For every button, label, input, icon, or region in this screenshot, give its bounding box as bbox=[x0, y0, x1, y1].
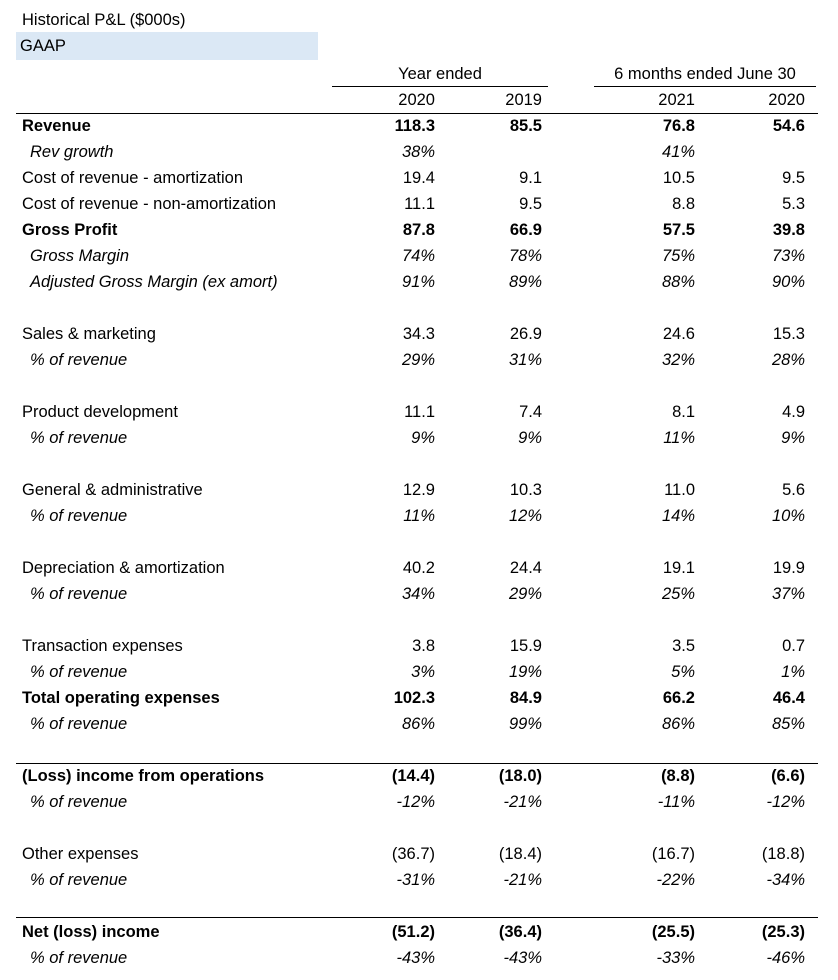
value-cell: 15.9 bbox=[509, 637, 542, 655]
value-cell: 19% bbox=[508, 663, 542, 681]
value-cell: 15.3 bbox=[772, 325, 805, 343]
value-cell: (18.4) bbox=[498, 845, 542, 863]
value-cell: 75% bbox=[661, 247, 695, 265]
value-cell: 74% bbox=[401, 247, 435, 265]
value-cell: 73% bbox=[771, 247, 805, 265]
row-rev-growth bbox=[0, 139, 838, 165]
value-cell: 3.5 bbox=[672, 637, 695, 655]
value-cell: 3% bbox=[411, 663, 435, 681]
row-revenue bbox=[0, 113, 838, 139]
year-header-2019: 2019 bbox=[505, 91, 542, 109]
row-label: % of revenue bbox=[30, 715, 128, 733]
value-cell: (36.4) bbox=[498, 923, 542, 941]
row-transaction-expenses bbox=[0, 633, 838, 659]
value-cell: -12% bbox=[766, 793, 805, 811]
row-transaction-expenses-pct bbox=[0, 659, 838, 685]
value-cell: 91% bbox=[401, 273, 435, 291]
value-cell: 86% bbox=[661, 715, 695, 733]
row-label: Product development bbox=[22, 403, 178, 421]
row-gross-profit bbox=[0, 217, 838, 243]
row-label: % of revenue bbox=[30, 351, 128, 369]
row-product-development bbox=[0, 399, 838, 425]
row-total-opex-pct bbox=[0, 711, 838, 737]
value-cell: 10.3 bbox=[509, 481, 542, 499]
value-cell: 26.9 bbox=[509, 325, 542, 343]
value-cell: -11% bbox=[657, 793, 695, 811]
row-cost-non-amortization bbox=[0, 191, 838, 217]
group-underline-year bbox=[332, 86, 548, 87]
row-general-admin bbox=[0, 477, 838, 503]
row-label: (Loss) income from operations bbox=[22, 767, 265, 785]
value-cell: -31% bbox=[396, 871, 435, 889]
value-cell: -22% bbox=[656, 871, 695, 889]
value-cell: (36.7) bbox=[391, 845, 435, 863]
value-cell bbox=[695, 139, 805, 165]
value-cell: 85.5 bbox=[509, 117, 542, 135]
row-label: Adjusted Gross Margin (ex amort) bbox=[30, 273, 278, 291]
value-cell: 24.6 bbox=[662, 325, 695, 343]
value-cell: 7.4 bbox=[519, 403, 542, 421]
value-cell: -21% bbox=[503, 793, 542, 811]
value-cell: 32% bbox=[661, 351, 695, 369]
value-cell: 28% bbox=[771, 351, 805, 369]
value-cell: (18.8) bbox=[761, 845, 805, 863]
value-cell: -33% bbox=[656, 949, 695, 967]
row-label: % of revenue bbox=[30, 429, 128, 447]
value-cell: 19.4 bbox=[402, 169, 435, 187]
row-label: % of revenue bbox=[30, 949, 128, 967]
value-cell: 11% bbox=[663, 429, 695, 447]
value-cell: 8.1 bbox=[672, 403, 695, 421]
row-product-development-pct bbox=[0, 425, 838, 451]
value-cell: 34% bbox=[401, 585, 435, 603]
value-cell: 90% bbox=[771, 273, 805, 291]
value-cell: 76.8 bbox=[662, 117, 695, 135]
row-loss-from-operations bbox=[0, 763, 838, 789]
group-header-year-ended: Year ended bbox=[398, 65, 482, 83]
row-gross-margin bbox=[0, 243, 838, 269]
value-cell: 87.8 bbox=[402, 221, 435, 239]
value-cell: (16.7) bbox=[651, 845, 695, 863]
value-cell: 34.3 bbox=[402, 325, 435, 343]
value-cell: 12.9 bbox=[402, 481, 435, 499]
value-cell: 57.5 bbox=[662, 221, 695, 239]
value-cell: 66.9 bbox=[509, 221, 542, 239]
value-cell: (51.2) bbox=[391, 923, 435, 941]
value-cell: (8.8) bbox=[661, 767, 695, 785]
value-cell: 84.9 bbox=[509, 689, 542, 707]
row-loss-from-operations-pct bbox=[0, 789, 838, 815]
group-underline-six bbox=[594, 86, 816, 87]
row-label: Rev growth bbox=[30, 143, 114, 161]
row-label: Transaction expenses bbox=[22, 637, 183, 655]
value-cell: 5.3 bbox=[782, 195, 805, 213]
value-cell: 29% bbox=[508, 585, 542, 603]
row-general-admin-pct bbox=[0, 503, 838, 529]
value-cell: 40.2 bbox=[402, 559, 435, 577]
value-cell: 38% bbox=[401, 143, 435, 161]
row-label: Other expenses bbox=[22, 845, 139, 863]
value-cell: 0.7 bbox=[782, 637, 805, 655]
year-header-2020-h1: 2020 bbox=[768, 91, 805, 109]
value-cell bbox=[432, 139, 542, 165]
value-cell: 99% bbox=[508, 715, 542, 733]
value-cell: 9.5 bbox=[519, 195, 542, 213]
row-label: Depreciation & amortization bbox=[22, 559, 225, 577]
value-cell: 12% bbox=[508, 507, 542, 525]
value-cell: 24.4 bbox=[509, 559, 542, 577]
row-label: Gross Profit bbox=[22, 221, 118, 239]
value-cell: 3.8 bbox=[412, 637, 435, 655]
row-label: % of revenue bbox=[30, 793, 128, 811]
value-cell: 8.8 bbox=[672, 195, 695, 213]
value-cell: 85% bbox=[771, 715, 805, 733]
row-label: General & administrative bbox=[22, 481, 203, 499]
value-cell: 66.2 bbox=[662, 689, 695, 707]
gaap-label: GAAP bbox=[16, 32, 318, 60]
value-cell: -34% bbox=[766, 871, 805, 889]
value-cell: -12% bbox=[396, 793, 435, 811]
row-label: Cost of revenue - amortization bbox=[22, 169, 244, 187]
row-other-expenses-pct bbox=[0, 867, 838, 893]
value-cell: (18.0) bbox=[498, 767, 542, 785]
value-cell: 86% bbox=[401, 715, 435, 733]
row-label: Revenue bbox=[22, 117, 91, 135]
value-cell: 46.4 bbox=[772, 689, 805, 707]
value-cell: 31% bbox=[508, 351, 542, 369]
value-cell: -46% bbox=[766, 949, 805, 967]
value-cell: 11.0 bbox=[664, 481, 695, 499]
row-adjusted-gross-margin bbox=[0, 269, 838, 295]
value-cell: 19.1 bbox=[662, 559, 695, 577]
value-cell: 5% bbox=[671, 663, 695, 681]
year-header-2021-h1: 2021 bbox=[658, 91, 695, 109]
row-label: % of revenue bbox=[30, 585, 128, 603]
value-cell: (25.3) bbox=[761, 923, 805, 941]
value-cell: 5.6 bbox=[782, 481, 805, 499]
row-label: % of revenue bbox=[30, 663, 128, 681]
row-label: % of revenue bbox=[30, 871, 128, 889]
value-cell: 39.8 bbox=[772, 221, 805, 239]
row-label: % of revenue bbox=[30, 507, 128, 525]
value-cell: (6.6) bbox=[771, 767, 805, 785]
value-cell: 11.1 bbox=[404, 195, 435, 213]
value-cell: 9% bbox=[781, 429, 805, 447]
row-label: Sales & marketing bbox=[22, 325, 156, 343]
row-cost-amortization bbox=[0, 165, 838, 191]
row-depreciation-amortization-pct bbox=[0, 581, 838, 607]
value-cell: 4.9 bbox=[782, 403, 805, 421]
value-cell: (25.5) bbox=[651, 923, 695, 941]
value-cell: 29% bbox=[401, 351, 435, 369]
row-sales-marketing bbox=[0, 321, 838, 347]
value-cell: 10% bbox=[771, 507, 805, 525]
value-cell: 102.3 bbox=[393, 689, 435, 707]
value-cell: 14% bbox=[661, 507, 695, 525]
value-cell: -43% bbox=[503, 949, 542, 967]
row-label: Gross Margin bbox=[30, 247, 130, 265]
value-cell: -21% bbox=[503, 871, 542, 889]
value-cell: 37% bbox=[771, 585, 805, 603]
value-cell: 9.1 bbox=[519, 169, 542, 187]
value-cell: 11.1 bbox=[404, 403, 435, 421]
row-label: Cost of revenue - non-amortization bbox=[22, 195, 277, 213]
value-cell: 9% bbox=[411, 429, 435, 447]
value-cell: 88% bbox=[661, 273, 695, 291]
value-cell: 41% bbox=[661, 143, 695, 161]
value-cell: (14.4) bbox=[391, 767, 435, 785]
value-cell: 9.5 bbox=[782, 169, 805, 187]
value-cell: 78% bbox=[508, 247, 542, 265]
value-cell: 89% bbox=[508, 273, 542, 291]
value-cell: 118.3 bbox=[394, 117, 435, 135]
value-cell: 19.9 bbox=[772, 559, 805, 577]
value-cell: -43% bbox=[396, 949, 435, 967]
row-label: Total operating expenses bbox=[22, 689, 220, 707]
row-net-loss bbox=[0, 919, 838, 945]
row-other-expenses bbox=[0, 841, 838, 867]
value-cell: 25% bbox=[661, 585, 695, 603]
value-cell: 54.6 bbox=[772, 117, 805, 135]
group-header-six-months: 6 months ended June 30 bbox=[614, 65, 796, 83]
row-label: Net (loss) income bbox=[22, 923, 160, 941]
value-cell: 10.5 bbox=[662, 169, 695, 187]
value-cell: 1% bbox=[781, 663, 805, 681]
rule-above-net-income bbox=[16, 917, 818, 918]
row-depreciation-amortization bbox=[0, 555, 838, 581]
value-cell: 11% bbox=[403, 507, 435, 525]
row-net-loss-pct bbox=[0, 945, 838, 971]
value-cell: 9% bbox=[518, 429, 542, 447]
row-total-opex bbox=[0, 685, 838, 711]
year-header-2020: 2020 bbox=[398, 91, 435, 109]
row-sales-marketing-pct bbox=[0, 347, 838, 373]
sheet-title: Historical P&L ($000s) bbox=[22, 11, 186, 29]
